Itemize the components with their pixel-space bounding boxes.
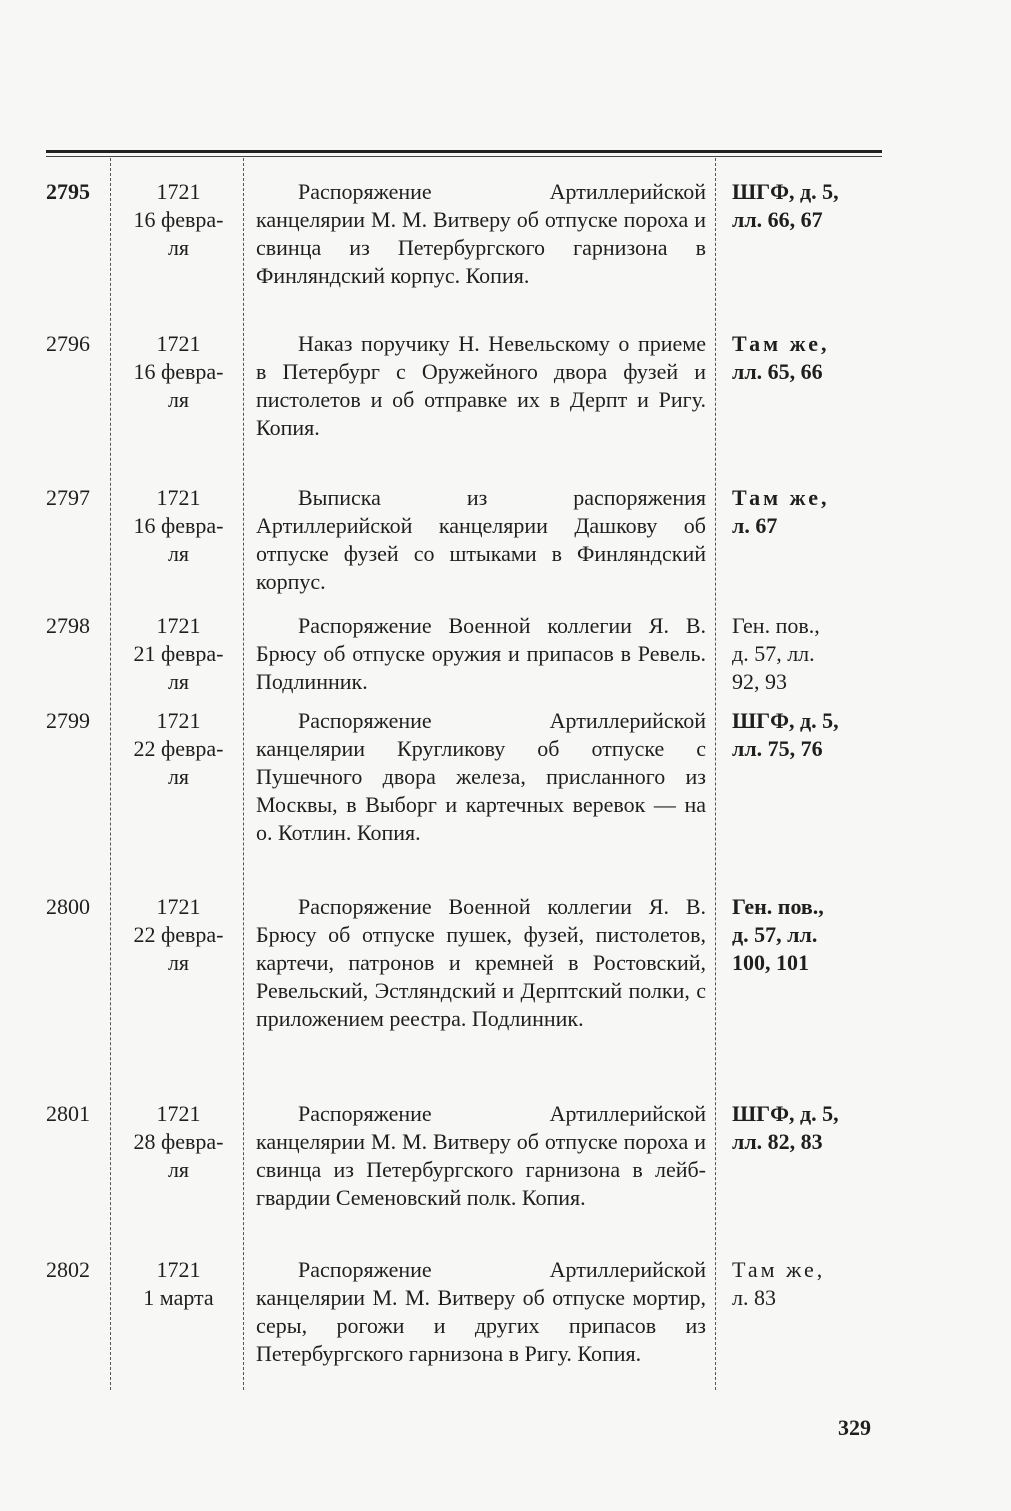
entry-number: 2796 [46,331,90,356]
entry-description: Распоряжение Артиллерийской канцелярии М. М. Витверу об отпуске пороха и свинца из Петербургского гарнизона в Финляндский корпус. Копия. [256,179,706,288]
entry-description: Распоряжение Артиллерийской канцелярии Кругликову об отпуске с Пушечного двора железа, присланного из Москвы, в Выборг и картечных веревок — на о. Котлин. Копия. [256,708,706,845]
entry-number: 2797 [46,485,90,510]
entry-number: 2801 [46,1101,90,1126]
page-number: 329 [838,1415,871,1440]
entry-number: 2802 [46,1257,90,1282]
entry-source: ШГФ, д. 5, лл. 75, 76 [732,708,839,761]
entry-description: Распоряжение Военной коллегии Я. В. Брюсу об отпуске пушек, фузей, пистолетов, картечи, патронов и кремней в Ростовский, Ревельский, Эстляндский и Дерптский полки, с приложением реестра. Подлинник. [256,894,706,1031]
entry-description: Распоряжение Военной коллегии Я. В. Брюсу об отпуске оружия и припасов в Ревель. Подлинник. [256,613,706,694]
entry-date: 1721 22 февра- ля [133,708,224,789]
entry-date: 1721 16 февра- ля [133,485,224,566]
entry-date: 1721 28 февра- ля [133,1101,224,1182]
entry-date: 1721 22 февра- ля [133,894,224,975]
entry-source: Ген. пов., д. 57, лл. 92, 93 [732,613,820,694]
entry-date: 1721 16 февра- ля [133,331,224,412]
entry-number: 2799 [46,708,90,733]
entry-number: 2800 [46,894,90,919]
entry-source: Там же, лл. 65, 66 [732,331,830,384]
entry-description: Наказ поручику Н. Невельскому о приеме в Петербург с Оружейного двора фузей и пистолетов и об отправке их в Дерпт и Ригу. Копия. [256,331,706,440]
table-top-rule [46,150,882,153]
entry-date: 1721 1 марта [143,1257,214,1310]
entry-source: Там же, л. 67 [732,485,830,538]
column-divider-2 [243,158,244,1390]
entry-source: Там же, л. 83 [732,1257,826,1310]
table-top-rule-thin [46,156,882,157]
entry-description: Распоряжение Артиллерийской канцелярии М. М. Витверу об отпуске мортир, серы, рогожи и других припасов из Петербургского гарнизона в Ригу. Копия. [256,1257,706,1366]
entry-description: Распоряжение Артиллерийской канцелярии М. М. Витверу об отпуске пороха и свинца из Петербургского гарнизона в лейб-гвардии Семеновский полк. Копия. [256,1101,706,1210]
entry-date: 1721 16 февра- ля [133,179,224,260]
column-divider-3 [715,158,716,1390]
entry-source: ШГФ, д. 5, лл. 66, 67 [732,179,839,232]
entry-number: 2795 [46,179,90,204]
entry-date: 1721 21 февра- ля [133,613,224,694]
entry-number: 2798 [46,613,90,638]
column-divider-1 [110,158,111,1390]
entry-source: ШГФ, д. 5, лл. 82, 83 [732,1101,839,1154]
entry-description: Выписка из распоряжения Артиллерийской канцелярии Дашкову об отпуске фузей со штыками в Финляндский корпус. [256,485,706,594]
entry-source: Ген. пов., д. 57, лл. 100, 101 [732,894,824,975]
